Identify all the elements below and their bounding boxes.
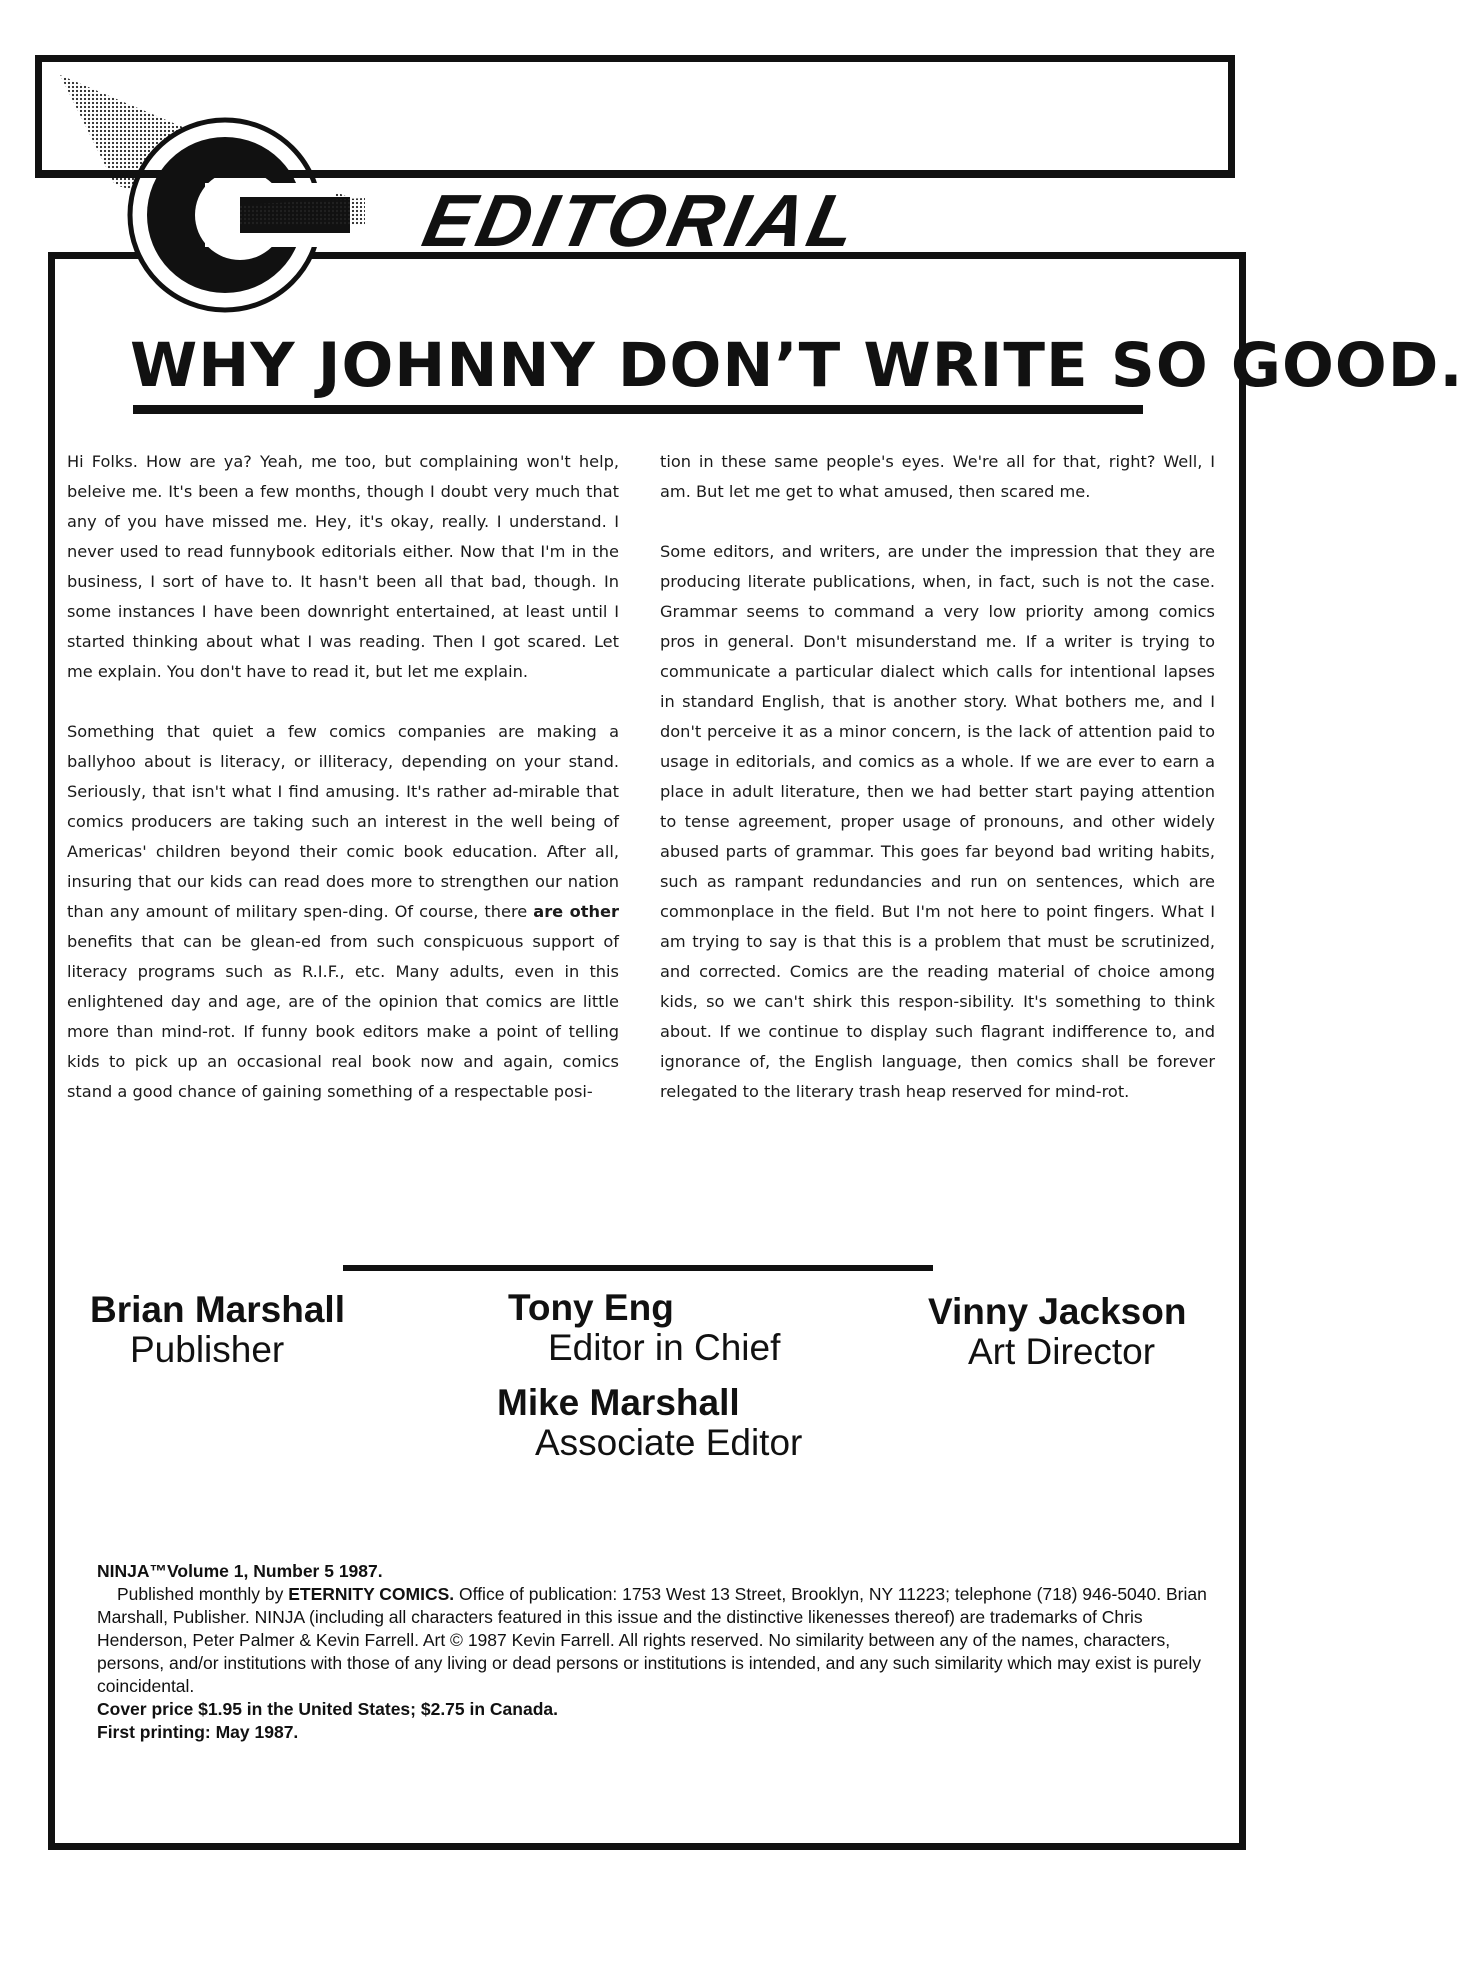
staff-role: Art Director — [968, 1331, 1156, 1372]
staff-role: Associate Editor — [535, 1422, 803, 1463]
headline: WHY JOHNNY DON’T WRITE SO GOOD. — [130, 330, 1464, 401]
header-rule — [35, 170, 1235, 178]
paragraph: tion in these same people's eyes. We're all for that, right? Well, I am. But let me get to what amused, then scared me. — [660, 452, 1215, 501]
staff-name: Brian Marshall — [90, 1289, 345, 1330]
paragraph: Some editors, and writers, are under the impression that they are producing literate publications, when, in fact, such is not the case. Grammar seems to command a very low priority among comics pros in general. Don't misunderstand me. If a writer is trying to communicate a particular dialect which calls for intentional lapses in standard English, that is another story. What bothers me, and I don't perceive it as a minor concern, is the lack of attention paid to usage in editorials, and comics as a whole. If we are ever to earn a place in adult literature, then we had better start paying attention to tense agreement, proper usage of pronouns, and other widely abused parts of grammar. This goes far beyond bad writing habits, such as rampant redundancies and run on sentences, which are commonplace in the field. But I'm not here to point fingers. What I am trying to say is that this is a problem that must be scrutinized, and corrected. Comics are the reading material of choice among kids, so we can't shirk this respon-sibility. It's something to think about. If we continue to display such flagrant indifference to, and ignorance of, the English language, then comics shall be forever relegated to the literary trash heap reserved for mind-rot. — [660, 542, 1215, 1101]
staff-role: Publisher — [130, 1329, 285, 1370]
section-title: EDITORIAL — [416, 179, 868, 262]
staff-credit-publisher — [90, 1290, 345, 1370]
headline-underline — [133, 405, 1143, 414]
eternity-comics-logo — [55, 65, 355, 315]
paragraph: Hi Folks. How are ya? Yeah, me too, but complaining won't help, beleive me. It's been a few months, though I doubt very much that any of you have missed me. Hey, it's okay, really. I understand. I never used to read funnybook editorials either. Now that I'm in the business, I sort of have to. It hasn't been all that bad, though. In some instances I have been downright entertained, at least until I started thinking about what I was reading. Then I got scared. Let me explain. You don't have to read it, but let me explain. — [67, 452, 619, 681]
staff-name: Tony Eng — [508, 1287, 674, 1328]
paragraph: Something that quiet a few comics companies are making a ballyhoo about is literacy, or illiteracy, depending on your stand. Seriously, that isn't what I find amusing. It's rather ad-mirable that comics producers are taking such an interest in the well being of Americas' children beyond their comic book education. After all, insuring that our kids can read does more to strengthen our nation than any amount of military spen-ding. Of course, there are other benefits that can be glean-ed from such conspicuous support of literacy programs such as R.I.F., etc. Many adults, even in this enlightened day and age, are of the opinion that comics are little more than mind-rot. If funny book editors make a point of telling kids to pick up an occasional real book now and again, comics stand a good chance of gaining something of a respectable posi- — [67, 722, 620, 1101]
staff-divider — [343, 1265, 933, 1271]
staff-name: Vinny Jackson — [928, 1291, 1187, 1332]
indicia-price: Cover price $1.95 in the United States; $2.75 in Canada. — [97, 1699, 558, 1719]
staff-credit-editor-in-chief — [508, 1288, 780, 1368]
publication-indicia — [97, 1560, 1207, 1744]
indicia-printing: First printing: May 1987. — [97, 1722, 299, 1742]
staff-role: Editor in Chief — [548, 1327, 781, 1368]
indicia-body: Published monthly by ETERNITY COMICS. Office of publication: 1753 West 13 Street, Brooklyn, NY 11223; telephone (718) 946-5040. Brian Marshall, Publisher. NINJA (including all characters featured in this issue and the distinctive likenesses thereof) are trademarks of Chris Henderson, Peter Palmer & Kevin Farrell. Art © 1987 Kevin Farrell. All rights reserved. No similarity between any of the names, characters, persons, and/or institutions with those of any living or dead persons or institutions is intended, and any such similarity which may exist is purely coincidental. — [97, 1584, 1207, 1696]
editorial-column-left — [67, 447, 619, 1137]
editorial-column-right — [660, 447, 1215, 1137]
bold-phrase: are other — [533, 902, 620, 921]
publisher-name: ETERNITY COMICS. — [288, 1584, 455, 1604]
staff-name: Mike Marshall — [497, 1382, 740, 1423]
indicia-volume: NINJA™Volume 1, Number 5 1987. — [97, 1561, 383, 1581]
staff-credit-associate-editor — [497, 1383, 802, 1463]
staff-credit-art-director — [928, 1292, 1186, 1372]
